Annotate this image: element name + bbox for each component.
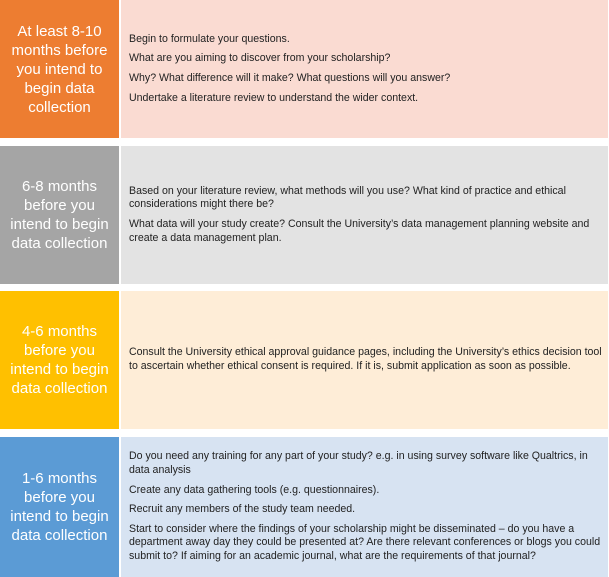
- stage-label: 6-8 months before you intend to begin data collection: [0, 146, 119, 284]
- stage-label: At least 8-10 months before you intend to begin data collection: [0, 0, 119, 138]
- stage-label: 1-6 months before you intend to begin data collection: [0, 437, 119, 577]
- list-item: Why? What difference will it make? What questions will you answer?: [129, 72, 451, 84]
- list-item: Consult the University ethical approval guidance pages, including the University’s ethics decision tool to ascertain whether ethical consent is required. If it is, submit application as soon as possible.: [129, 346, 602, 372]
- stage-row-4-6-months: [0, 291, 609, 429]
- list-item: Recruit any members of the study team needed.: [129, 503, 356, 516]
- stage-content: [121, 0, 608, 138]
- list-item: Begin to formulate your questions.: [129, 32, 290, 45]
- stage-row-8-10-months: [0, 0, 609, 138]
- list-item: Undertake a literature review to understand the wider context.: [129, 91, 419, 104]
- stage-row-1-6-months: [0, 437, 609, 577]
- stage-content: [121, 146, 608, 284]
- list-item: Start to consider where the findings of your scholarship might be disseminated – do you have a department away day they could be presented at? Are there relevant conferences or blogs you could submit to? If aiming for an academic journal, what are the requirements of that journal?: [129, 522, 601, 562]
- stage-row-6-8-months: [0, 146, 609, 284]
- stage-content: [121, 291, 608, 429]
- stage-content: [121, 437, 608, 577]
- stage-label: 4-6 months before you intend to begin data collection: [0, 291, 119, 429]
- list-item: Create any data gathering tools (e.g. questionnaires).: [129, 483, 380, 496]
- list-item: Based on your literature review, what methods will you use? What kind of practice and ethical considerations might there be?: [129, 184, 566, 211]
- list-item: Do you need any training for any part of your study? e.g. in using survey software like Qualtrics, in data analysis: [129, 450, 588, 477]
- list-item: What are you aiming to discover from your scholarship?: [129, 52, 391, 65]
- list-item: What data will your study create? Consult the University’s data management planning website and create a data management plan.: [129, 218, 590, 244]
